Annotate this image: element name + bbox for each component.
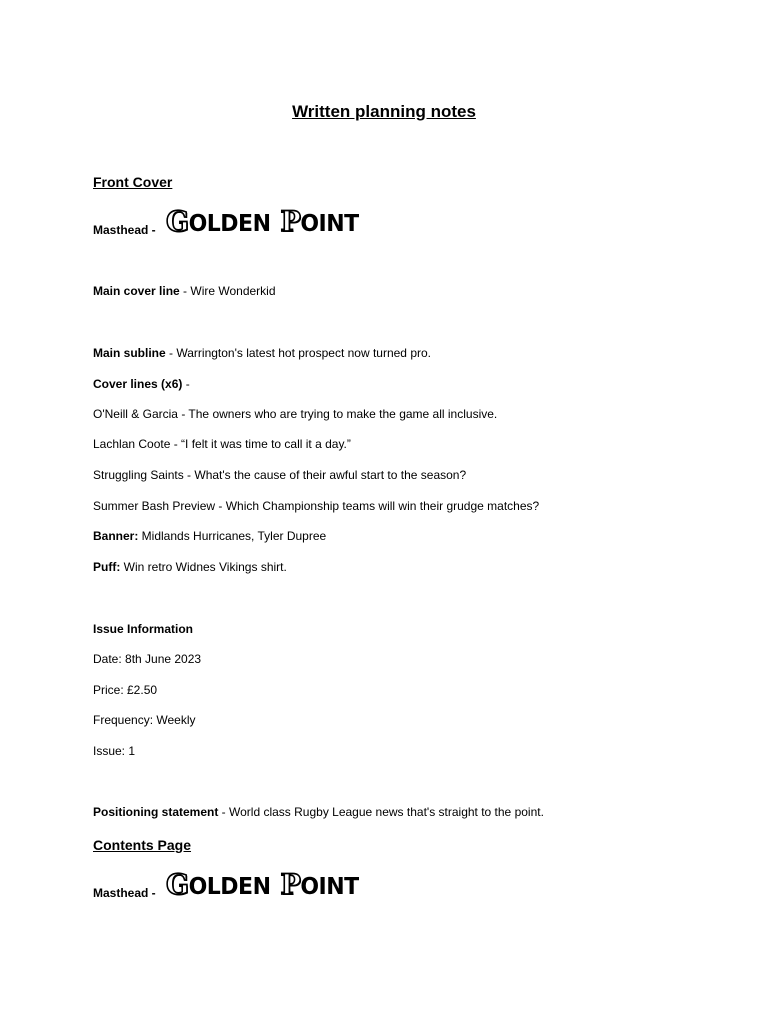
cover-lines-label: Cover lines (x6) (93, 377, 183, 391)
cover-lines-header (93, 377, 190, 391)
puff-line (93, 560, 287, 574)
logo-cap-p: P (280, 205, 301, 239)
cover-line-item: Struggling Saints - What's the cause of their awful start to the season? (93, 468, 467, 482)
front-cover-masthead-label (93, 223, 156, 237)
main-cover-line-label: Main cover line (93, 284, 180, 298)
main-subline (93, 346, 431, 360)
issue-price: Price: £2.50 (93, 683, 158, 697)
contents-masthead-logo (166, 868, 359, 902)
logo-cap-g: G (166, 205, 189, 239)
cover-line-item: Lachlan Coote - “I felt it was time to call it a day.” (93, 437, 351, 451)
logo-word-oint: OINT (300, 874, 359, 901)
document-title: Written planning notes (292, 102, 476, 121)
main-subline-value: - Warrington's latest hot prospect now turned pro. (165, 346, 431, 360)
contents-page-heading: Contents Page (93, 837, 192, 853)
puff-label: Puff: (93, 560, 121, 574)
main-cover-line (93, 284, 276, 298)
positioning-statement (93, 805, 544, 819)
issue-frequency: Frequency: Weekly (93, 713, 196, 727)
main-cover-line-value: - Wire Wonderkid (179, 284, 276, 298)
puff-value: Win retro Widnes Vikings shirt. (120, 560, 287, 574)
cover-line-item: O'Neill & Garcia - The owners who are trying to make the game all inclusive. (93, 407, 498, 421)
logo-cap-g: G (166, 868, 189, 902)
logo-word-oint: OINT (300, 211, 359, 238)
banner-label: Banner: (93, 529, 139, 543)
logo-cap-p: P (280, 868, 301, 902)
issue-number: Issue: 1 (93, 744, 136, 758)
masthead-label: Masthead - (93, 886, 156, 900)
logo-word-olden: OLDEN (188, 211, 271, 238)
issue-info-heading: Issue Information (93, 622, 194, 636)
front-cover-heading: Front Cover (93, 174, 173, 190)
positioning-value: - World class Rugby League news that's straight to the point. (218, 805, 544, 819)
main-subline-label: Main subline (93, 346, 166, 360)
cover-line-item: Summer Bash Preview - Which Championship teams will win their grudge matches? (93, 499, 540, 513)
positioning-label: Positioning statement (93, 805, 219, 819)
logo-word-olden: OLDEN (188, 874, 271, 901)
front-cover-masthead-logo (166, 205, 359, 239)
cover-lines-suffix: - (182, 377, 190, 391)
banner-line (93, 529, 326, 543)
banner-value: Midlands Hurricanes, Tyler Dupree (138, 529, 327, 543)
issue-date: Date: 8th June 2023 (93, 652, 202, 666)
masthead-label: Masthead - (93, 223, 156, 237)
contents-masthead-label (93, 886, 156, 900)
